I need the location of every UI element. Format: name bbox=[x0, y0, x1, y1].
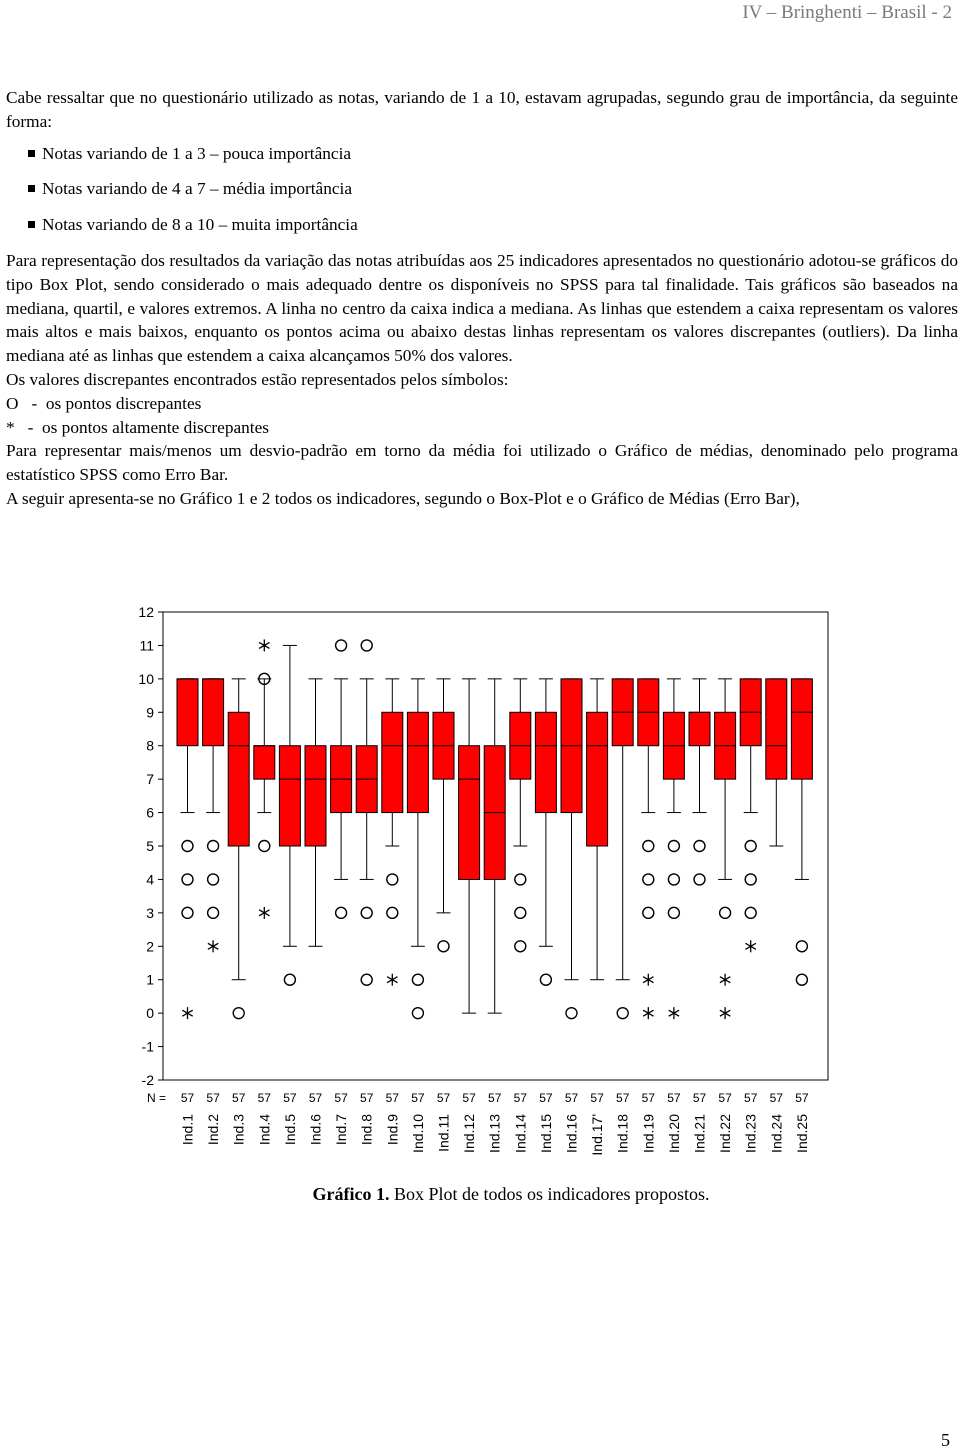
outlier-circle bbox=[668, 841, 679, 852]
list-item: Notas variando de 8 a 10 – muita importância bbox=[28, 213, 958, 237]
n-value: 57 bbox=[744, 1091, 758, 1105]
page-number: 5 bbox=[941, 1430, 950, 1450]
outlier-circle bbox=[361, 640, 372, 651]
n-value: 57 bbox=[180, 1091, 195, 1105]
y-tick-label: 4 bbox=[146, 871, 154, 888]
figure-caption bbox=[0, 1184, 960, 1205]
n-value: 57 bbox=[462, 1091, 476, 1105]
outlier-circle bbox=[694, 874, 705, 885]
category-label: Ind.17' bbox=[589, 1114, 606, 1156]
y-tick-label: 6 bbox=[146, 804, 154, 821]
outlier-circle bbox=[796, 974, 807, 985]
paragraph-intro: Cabe ressaltar que no questionário utilizado as notas, variando de 1 a 10, estavam agrupadas, segundo grau de importância, da seguinte forma: bbox=[6, 88, 958, 131]
y-tick-label: 9 bbox=[146, 704, 154, 721]
outlier-circle bbox=[182, 841, 193, 852]
outlier-circle bbox=[720, 907, 731, 918]
outlier-circle bbox=[745, 841, 756, 852]
outlier-circle bbox=[694, 841, 705, 852]
n-value: 57 bbox=[564, 1091, 579, 1105]
box bbox=[587, 712, 608, 846]
y-tick-label: -1 bbox=[141, 1038, 154, 1055]
paragraph-error-bar: Para representar mais/menos um desvio-padrão em torno da média foi utilizado o Gráfico de médias, denominado pelo programa estatístico SPSS como Erro Bar. bbox=[6, 441, 958, 485]
outlier-circle bbox=[643, 841, 654, 852]
n-value: 57 bbox=[769, 1091, 783, 1105]
n-value: 57 bbox=[488, 1091, 502, 1105]
category-label: Ind.12 bbox=[461, 1114, 478, 1153]
box bbox=[382, 712, 403, 812]
outlier-circle bbox=[796, 941, 807, 952]
n-value: 57 bbox=[667, 1091, 681, 1105]
n-value: 57 bbox=[436, 1091, 451, 1105]
outlier-circle bbox=[745, 907, 756, 918]
outlier-circle bbox=[515, 907, 526, 918]
category-label: Ind.20 bbox=[665, 1114, 682, 1153]
n-value: 57 bbox=[206, 1091, 220, 1105]
boxplot-chart bbox=[0, 590, 960, 1180]
n-value: 57 bbox=[385, 1091, 399, 1105]
caption-label: Gráfico 1. bbox=[312, 1184, 390, 1204]
category-label: Ind.14 bbox=[512, 1114, 529, 1153]
outlier-circle bbox=[208, 874, 219, 885]
category-label: Ind.13 bbox=[486, 1114, 503, 1153]
outlier-circle bbox=[515, 874, 526, 885]
y-tick-label: 0 bbox=[146, 1005, 154, 1022]
category-label: Ind.4 bbox=[256, 1114, 273, 1146]
box bbox=[254, 746, 275, 779]
caption-text: Box Plot de todos os indicadores propostos. bbox=[389, 1184, 710, 1204]
category-label: Ind.10 bbox=[409, 1114, 426, 1153]
body-text bbox=[6, 86, 958, 511]
category-label: Ind.25 bbox=[793, 1114, 810, 1153]
outlier-circle bbox=[208, 841, 219, 852]
category-label: Ind.18 bbox=[614, 1114, 631, 1153]
category-label: Ind.16 bbox=[563, 1114, 580, 1153]
outlier-circle bbox=[617, 1008, 628, 1019]
category-label: Ind.7 bbox=[333, 1114, 350, 1146]
n-value: 57 bbox=[692, 1091, 707, 1105]
category-label: Ind.1 bbox=[179, 1114, 196, 1146]
category-label: Ind.22 bbox=[717, 1114, 734, 1153]
paragraph-boxplot-explanation: Para representação dos resultados da variação das notas atribuídas aos 25 indicadores apresentados no questionário adotou-se gráficos do tipo Box Plot, sendo considerado o mais adequado dentre os disponíveis no SPSS para tal finalidade. Tais gráficos são baseados na mediana, quartil, e valores extremos. A linha no centro da caixa indica a mediana. As linhas que estendem a caixa representam os valores mais altos e mais baixos, enquanto os pontos acima ou abaixo destas linhas representam os valores discrepantes (outliers). Da linha mediana até as linhas que estendem a caixa alcançamos 50% dos valores. bbox=[6, 250, 958, 366]
box bbox=[407, 712, 428, 812]
y-tick-label: 7 bbox=[146, 771, 154, 788]
outlier-circle bbox=[259, 841, 270, 852]
outlier-circle bbox=[182, 874, 193, 885]
y-tick-label: 5 bbox=[146, 838, 154, 854]
n-value: 57 bbox=[360, 1091, 374, 1105]
outlier-circle bbox=[668, 907, 679, 918]
n-value: 57 bbox=[283, 1091, 297, 1105]
category-label: Ind.24 bbox=[768, 1114, 785, 1153]
outlier-circle bbox=[643, 907, 654, 918]
outlier-circle bbox=[412, 1008, 423, 1019]
n-value: 57 bbox=[641, 1091, 655, 1105]
n-value: 57 bbox=[590, 1091, 604, 1105]
n-value: 57 bbox=[232, 1091, 246, 1105]
outlier-circle bbox=[233, 1008, 244, 1019]
box bbox=[791, 679, 812, 779]
running-head: IV – Bringhenti – Brasil - 2 bbox=[742, 2, 952, 23]
y-tick-label: 10 bbox=[138, 670, 154, 687]
outlier-circle bbox=[540, 974, 551, 985]
category-label: Ind.9 bbox=[384, 1114, 401, 1146]
box bbox=[689, 712, 710, 745]
y-tick-label: 8 bbox=[146, 737, 154, 754]
outlier-circle bbox=[668, 874, 679, 885]
n-value: 57 bbox=[616, 1091, 630, 1105]
outlier-circle bbox=[361, 907, 372, 918]
box bbox=[535, 712, 556, 812]
box bbox=[203, 679, 224, 746]
y-tick-label: 3 bbox=[146, 904, 154, 921]
box bbox=[177, 679, 198, 746]
y-tick-label: -2 bbox=[141, 1072, 154, 1088]
box bbox=[766, 679, 787, 779]
category-label: Ind.19 bbox=[640, 1114, 657, 1153]
outlier-circle bbox=[182, 907, 193, 918]
outlier-circle bbox=[643, 874, 654, 885]
n-value: 57 bbox=[308, 1091, 323, 1105]
outlier-circle bbox=[336, 640, 347, 651]
outlier-circle bbox=[412, 974, 423, 985]
category-label: Ind.21 bbox=[691, 1114, 708, 1153]
outlier-circle bbox=[284, 974, 295, 985]
category-label: Ind.6 bbox=[307, 1114, 324, 1146]
category-label: Ind.15 bbox=[537, 1114, 554, 1153]
outlier-circle bbox=[387, 874, 398, 885]
category-label: Ind.3 bbox=[230, 1114, 247, 1146]
box bbox=[459, 746, 480, 880]
y-tick-label: 11 bbox=[139, 637, 154, 654]
y-tick-label: 2 bbox=[146, 938, 154, 955]
outlier-circle bbox=[515, 941, 526, 952]
y-tick-label: 12 bbox=[138, 604, 154, 620]
outlier-circle bbox=[745, 874, 756, 885]
box bbox=[228, 712, 249, 846]
n-value: 57 bbox=[539, 1091, 553, 1105]
list-item: Notas variando de 4 a 7 – média importância bbox=[28, 177, 958, 201]
symbol-circle-legend: O - os pontos discrepantes bbox=[6, 393, 202, 413]
n-value: 57 bbox=[795, 1091, 809, 1105]
box bbox=[305, 746, 326, 846]
box bbox=[279, 746, 300, 846]
n-value: 57 bbox=[334, 1091, 348, 1105]
paragraph-next: A seguir apresenta-se no Gráfico 1 e 2 todos os indicadores, segundo o Box-Plot e o Gráfico de Médias (Erro Bar), bbox=[6, 488, 800, 508]
outlier-circle bbox=[387, 907, 398, 918]
n-value: 57 bbox=[513, 1091, 527, 1105]
category-label: Ind.23 bbox=[742, 1114, 759, 1153]
outlier-circle bbox=[336, 907, 347, 918]
outlier-circle bbox=[361, 974, 372, 985]
y-tick-label: 1 bbox=[146, 971, 154, 988]
symbol-star-legend: * - os pontos altamente discrepantes bbox=[6, 417, 269, 437]
category-label: Ind.2 bbox=[205, 1114, 222, 1146]
outlier-circle bbox=[438, 941, 449, 952]
category-label: Ind.5 bbox=[281, 1114, 298, 1146]
n-value: 57 bbox=[411, 1091, 425, 1105]
category-label: Ind.8 bbox=[358, 1114, 375, 1146]
n-label: N = bbox=[146, 1091, 166, 1105]
n-value: 57 bbox=[718, 1091, 732, 1105]
list-item: Notas variando de 1 a 3 – pouca importância bbox=[28, 142, 958, 166]
paragraph-symbols-intro: Os valores discrepantes encontrados estão representados pelos símbolos: bbox=[6, 369, 509, 389]
n-value: 57 bbox=[257, 1091, 271, 1105]
outlier-circle bbox=[208, 907, 219, 918]
outlier-circle bbox=[566, 1008, 577, 1019]
category-label: Ind.11 bbox=[435, 1114, 452, 1152]
importance-list bbox=[28, 142, 958, 237]
